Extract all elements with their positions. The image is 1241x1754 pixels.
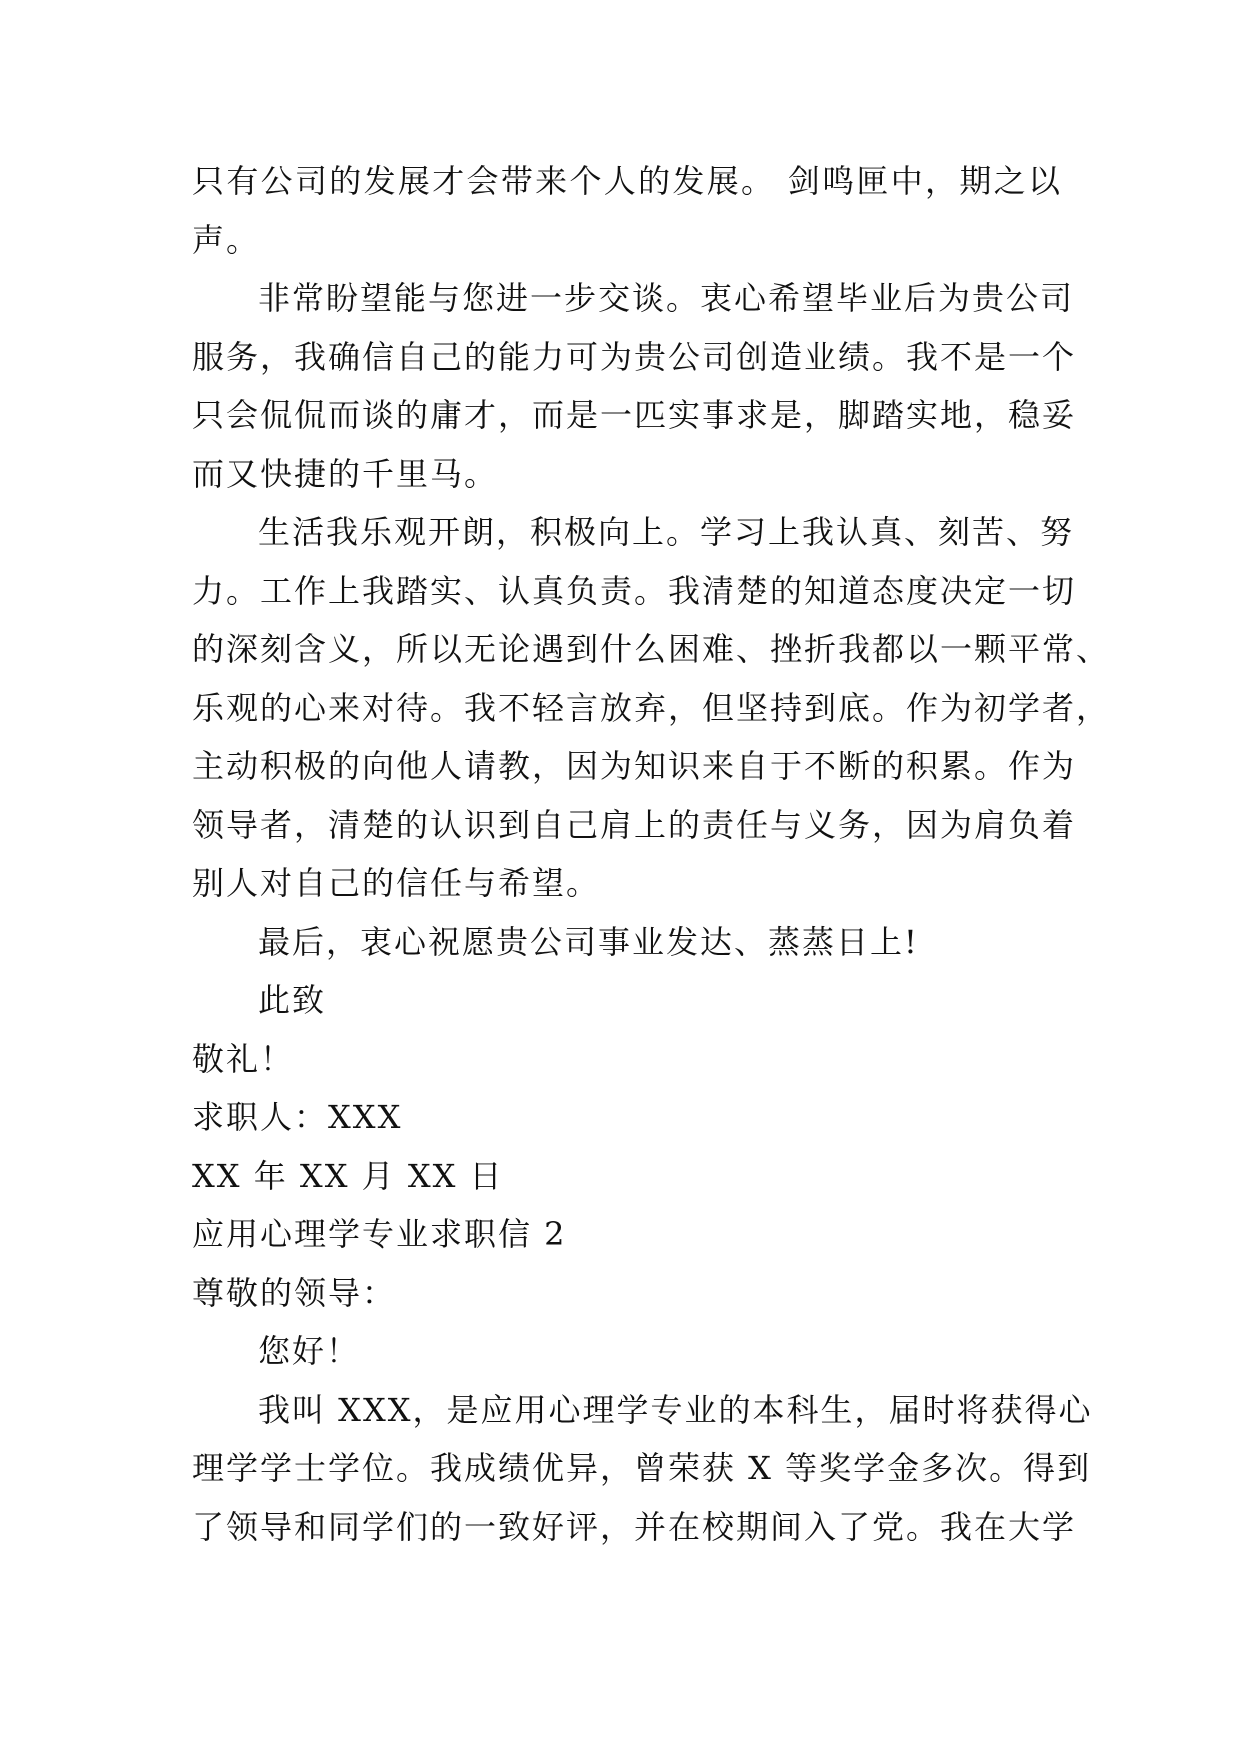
text-line: 别人对自己的信任与希望。 [192,864,601,902]
text-line: 此致 [258,981,327,1019]
text-line: 力。工作上我踏实、认真负责。我清楚的知道态度决定一切 [192,571,1077,610]
text-line: 非常盼望能与您进一步交谈。衷心希望毕业后为贵公司 [258,279,1075,317]
text-line: 乐观的心来对待。我不轻言放弃，但坚持到底。作为初学者， [192,688,1111,727]
text-line: 您好！ [258,1332,361,1370]
text-line: 我叫 XXX，是应用心理学专业的本科生，届时将获得心 [258,1390,1093,1429]
text-line: 了领导和同学们的一致好评，并在校期间入了党。我在大学 [192,1507,1077,1546]
text-line: 主动积极的向他人请教，因为知识来自于不断的积累。作为 [192,747,1077,785]
text-line: 而又快捷的千里马。 [192,454,499,493]
text-line: 只有公司的发展才会带来个人的发展。 剑鸣匣中，期之以 [192,162,1062,200]
text-line: 理学学士学位。我成绩优异，曾荣获 X 等奖学金多次。得到 [192,1449,1092,1487]
text-line: 求职人：XXX [192,1098,403,1136]
document-body [192,152,1111,1556]
text-line: XX 年 XX 月 XX 日 [192,1156,504,1195]
text-line: 生活我乐观开朗，积极向上。学习上我认真、刻苦、努 [258,513,1075,551]
text-line: 只会侃侃而谈的庸才，而是一匹实事求是，脚踏实地，稳妥 [192,396,1077,434]
text-line: 的深刻含义，所以无论遇到什么困难、挫折我都以一颗平常、 [192,630,1111,668]
text-line: 声。 [192,220,261,259]
text-line: 应用心理学专业求职信 2 [192,1215,567,1253]
text-line: 尊敬的领导： [192,1273,397,1312]
text-line: 敬礼！ [192,1039,295,1078]
text-line: 领导者，清楚的认识到自己肩上的责任与义务，因为肩负着 [192,805,1077,844]
text-line: 服务，我确信自己的能力可为贵公司创造业绩。我不是一个 [192,337,1077,376]
text-line: 最后，衷心祝愿贵公司事业发达、蒸蒸日上! [258,922,919,961]
